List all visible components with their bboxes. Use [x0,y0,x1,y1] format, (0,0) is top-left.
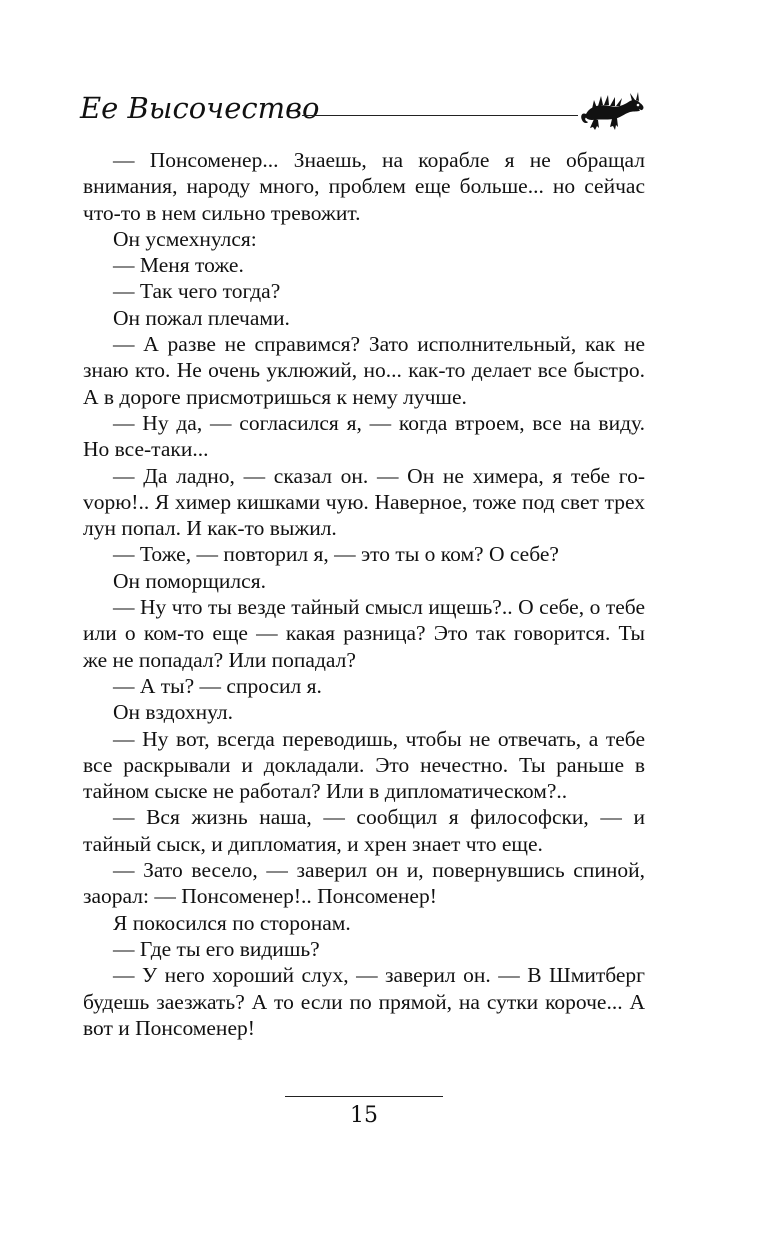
paragraph: — Где ты его видишь? [113,936,320,961]
paragraph: Он вздохнул. [113,700,233,725]
page-number: 15 [350,1103,378,1128]
main-text [83,147,645,1041]
paragraph: Он усмехнулся: [113,226,257,251]
footer-rule [285,1096,443,1097]
paragraph: — Тоже, — повторил я, — это ты о ком? О себе? [113,542,559,567]
paragraph: — Да ладно, — сказал он. — Он не химера, я тебе гоvорю!.. Я химер кишками чую. Наверное, тоже под свет трех лун попал. И как-то выжил. [83,463,645,541]
paragraph: Я покосился по сторонам. [113,910,351,935]
paragraph: — Ну да, — согласился я, — когда втроем, все на виду. Но все-таки... [83,410,645,462]
paragraph: — Зато весело, — заверил он и, повернувшись спиной, заорал: — Понсоменер!.. Понсоменер! [83,858,645,909]
paragraph: Он поморщился. [113,568,266,593]
paragraph: — Понсоменер... Знаешь, на корабле я не обращал внимания, народу много, проблем еще больше... но сейчас что-то в нем сильно тревожит. [83,148,645,225]
dragon-icon [580,92,646,132]
running-title: Ее Высочество [80,91,320,125]
paragraph: — Ну вот, всегда переводишь, чтобы не отвечать, а тебе все раскрывали и докладали. Это нечестно. Ты раньше в тайном сыске не работал? Или в дипломатическом?.. [83,726,645,804]
paragraph: — Так чего тогда? [113,279,281,304]
running-header [80,88,645,130]
paragraph: — Вся жизнь наша, — сообщил я философски, — и тайный сыск, и дипломатия, и хрен знает что еще. [83,805,645,856]
header-rule [302,115,578,116]
paragraph: — Меня тоже. [113,253,244,278]
paragraph: — У него хороший слух, — заверил он. — В Шмитберг будешь заезжать? А то если по прямой, на сутки короче... А вот и Понсоменер! [83,963,645,1040]
paragraph: — А ты? — спросил я. [113,673,322,698]
paragraph: — Ну что ты везде тайный смысл ищешь?.. О себе, о тебе или о ком-то еще — какая разница? Это так говорится. Ты же не попадал? Или попадал? [83,595,645,672]
paragraph: — А разве не справимся? Зато исполнительный, как не знаю кто. Не очень уклюжий, но... как-то делает все быстро. А в дороге присмотришься к нему лучше. [83,332,645,409]
paragraph: Он пожал плечами. [113,305,290,330]
